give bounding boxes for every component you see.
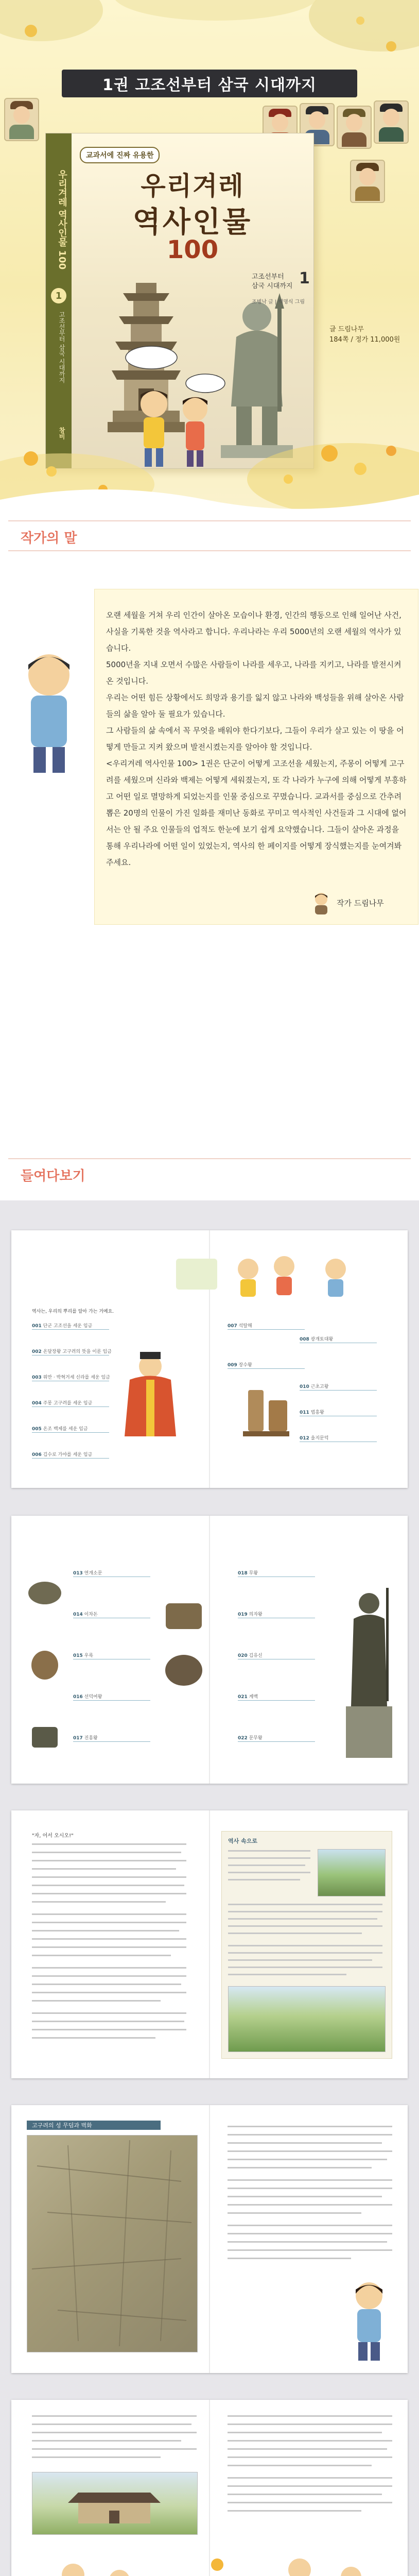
author-signature: 작가 드림나무 xyxy=(337,899,384,908)
toc-item: 010 근초고왕 xyxy=(300,1384,329,1389)
history-box xyxy=(221,1831,392,2059)
portrait xyxy=(4,98,39,141)
artifact-illustration xyxy=(161,1593,207,1696)
artifact-illustration xyxy=(238,1380,294,1452)
toc-item: 022 문무왕 xyxy=(238,1736,263,1741)
landscape-photo xyxy=(318,1849,386,1896)
spine-publisher: 창비 xyxy=(58,427,65,439)
spine-title: 우리겨레 역사인물 100 xyxy=(57,170,67,270)
toc-item: 012 을지문덕 xyxy=(300,1436,329,1441)
cover-title-line1: 우리겨레 xyxy=(141,171,245,201)
artifact-illustration xyxy=(22,1572,68,1758)
toc-item: 018 무왕 xyxy=(238,1571,258,1576)
child-character-illustration xyxy=(341,2275,397,2363)
cover-volume-label-line1: 고조선부터 xyxy=(252,273,284,281)
preview-heading: 들여다보기 xyxy=(21,1168,85,1184)
author-note-paragraph: 오랜 세월을 거쳐 우리 인간이 살아온 모습이나 환경, 인간의 행동으로 인해 일어난 사건, 사실을 기록한 것을 역사라고 합니다. 우리나라는 우리 5000년의 오랜 세월의 역사가 있습니다. xyxy=(106,611,401,653)
toc-item: 011 법흥왕 xyxy=(300,1410,324,1415)
toc-kids-illustration xyxy=(166,1238,403,1300)
book-cover xyxy=(72,133,313,468)
flower-decoration xyxy=(0,422,419,520)
tomb-photo xyxy=(228,1986,386,2052)
toc-item: 013 연개소문 xyxy=(73,1571,102,1576)
toc-item: 003 위만 · 박혁거세 신라를 세운 임금 xyxy=(32,1375,110,1380)
toc-item: 017 진흥왕 xyxy=(73,1736,98,1741)
cover-authors: 조병낙 글 | 백명식 그림 xyxy=(252,299,305,305)
king-illustration xyxy=(119,1349,181,1442)
spine-number: 1 xyxy=(51,288,66,303)
portrait xyxy=(374,100,409,144)
portrait xyxy=(350,160,385,203)
toc-item: 001 단군 고조선을 세운 임금 xyxy=(32,1324,93,1329)
portrait xyxy=(337,106,372,149)
illustration-spread xyxy=(11,2105,408,2373)
cover-title-number: 100 xyxy=(166,235,219,264)
toc-item: 014 이차돈 xyxy=(73,1612,98,1617)
book-spine xyxy=(46,133,72,468)
characters-illustration xyxy=(32,2544,403,2576)
toc-item: 015 우륵 xyxy=(73,1653,94,1658)
author-note-box xyxy=(94,589,418,925)
toc-item: 007 석탈해 xyxy=(228,1324,252,1329)
cover-volume-label-line2: 삼국 시대까지 xyxy=(252,282,293,290)
toc-item: 009 장수왕 xyxy=(228,1363,252,1368)
hero-book-info xyxy=(329,325,407,345)
toc-item: 021 계백 xyxy=(238,1694,258,1700)
toc-intro: 역사는, 우리의 뿌리를 알아 가는 거예요. xyxy=(32,1309,114,1314)
general-statue-illustration xyxy=(341,1578,397,1763)
toc-spread-1 xyxy=(11,1230,408,1488)
toc-item: 008 광개토대왕 xyxy=(300,1337,334,1342)
hero-info-line1: 글 드림나무 xyxy=(329,326,364,333)
cover-volume-number: 1 xyxy=(299,269,310,287)
mascot-illustration xyxy=(5,644,93,778)
toc-item: 002 온달장왕 고구려의 뜻을 이룬 임금 xyxy=(32,1349,112,1354)
author-note-heading: 작가의 말 xyxy=(21,531,77,546)
spine-volume: 고조선부터 삼국 시대까지 xyxy=(58,311,65,383)
history-box-title: 역사 속으로 xyxy=(228,1838,257,1844)
book xyxy=(45,133,314,469)
author-note-paragraph: <우리겨레 역사인물 100> 1권은 단군이 어떻게 고조선을 세웠는지, 주몽이 어떻게 고구려를 세웠으며 신라와 백제는 어떻게 세워졌는지, 또 각 나라가 누구에 의해 어떻게 부흥하고 어떤 일로 멸망하게 되었는지를 인물 중심으로 꾸몄습니다. 교과서를 중심으로 간추려 뽑은 20명의 인물이 가진 일화를 재미난 동화로 꾸미고 역사적인 사건들과 그 시대에 없어서는 안 될 주요 인물들의 업적도 한눈에 보기 쉽게 요약했습니다. 그들이 살아온 과정을 통해 우리나라에 어떤 일이 있었는지, 역사의 한 페이지를 어떻게 장식했는지를 눈여겨봐 주세요. xyxy=(106,759,407,867)
toc-item: 005 온조 백제를 세운 임금 xyxy=(32,1427,88,1432)
toc-item: 016 선덕여왕 xyxy=(73,1694,102,1700)
foliage-decoration xyxy=(0,0,419,67)
preview-header xyxy=(0,1158,419,1189)
hero-banner xyxy=(62,70,357,97)
author-note-paragraph: 우리는 어떤 힘든 상황에서도 희망과 용기를 잃지 않고 나라와 백성들을 위해 살아온 사람들의 삶을 알아 둘 필요가 있습니다. xyxy=(106,693,404,719)
map-detail-decoration xyxy=(27,2135,197,2351)
toc-item: 006 김수로 가야를 세운 임금 xyxy=(32,1452,93,1458)
cover-series-label: 교과서에 진짜 유용한 xyxy=(80,147,160,163)
illustration-caption: 고구려의 성 무덤과 벽화 xyxy=(27,2121,161,2130)
author-avatar xyxy=(311,891,331,914)
photo-spread xyxy=(11,2400,408,2576)
hero-info-line2: 184쪽 / 정가 11,000원 xyxy=(329,336,400,344)
story-quote: "자, 어서 오시오!" xyxy=(32,1833,74,1839)
author-note-text xyxy=(106,607,407,871)
cover-volume-box xyxy=(252,269,310,305)
hero-section xyxy=(0,0,419,520)
cover-title-line2: 역사인물 xyxy=(132,206,253,239)
toc-item: 004 주몽 고구려를 세운 임금 xyxy=(32,1401,93,1406)
preview-section xyxy=(0,1200,419,2576)
toc-spread-2 xyxy=(11,1516,408,1784)
author-note-paragraph: 그 사람들의 삶 속에서 꼭 무엇을 배워야 한다기보다, 그들이 우리가 살고 있는 이 땅을 어떻게 만들고 지켜 왔으며 발전시켰는지를 알아야 할 것입니다. xyxy=(106,726,404,752)
toc-item: 020 김유신 xyxy=(238,1653,263,1658)
hero-banner-text: 1권 고조선부터 삼국 시대까지 xyxy=(102,76,317,94)
story-spread xyxy=(11,1810,408,2078)
author-note-paragraph: 5000년을 지내 오면서 수많은 사람들이 나라를 세우고, 나라를 지키고, 나라를 발전시켜 온 것입니다. xyxy=(106,660,401,686)
toc-item: 019 의자왕 xyxy=(238,1612,263,1617)
palace-building-decoration xyxy=(63,2487,166,2529)
author-note-header xyxy=(0,520,419,551)
